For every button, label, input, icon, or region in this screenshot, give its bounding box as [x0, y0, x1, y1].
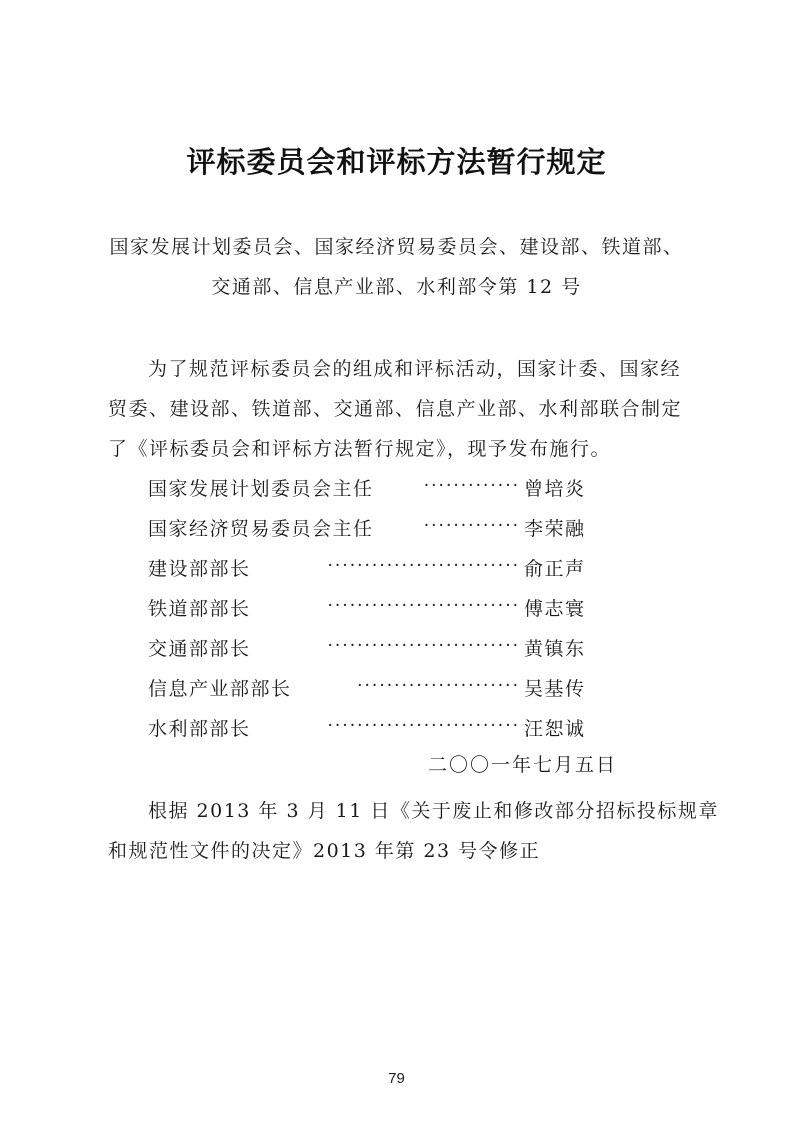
signatory-row: [148, 554, 608, 580]
leader-dots: ··························: [327, 596, 520, 616]
signatory-row: [148, 714, 608, 740]
issuer-line-2: 交通部、信息产业部、水利部令第 12 号: [211, 276, 582, 298]
signatory-name: 曾培炎: [524, 478, 586, 500]
signatory-row: [148, 514, 608, 540]
signatory-position: 国家经济贸易委员会主任: [148, 518, 374, 540]
intro-line-1: 为了规范评标委员会的组成和评标活动，国家计委、国家经: [148, 358, 682, 380]
signatory-position: 交通部部长: [148, 638, 251, 660]
signatory-row: [148, 634, 608, 660]
issuer-line-1: 国家发展计划委员会、国家经济贸易委员会、建设部、铁道部、: [109, 236, 684, 258]
amendment-line-1: 根据 2013 年 3 月 11 日《关于废止和修改部分招标投标规章: [148, 800, 719, 822]
signatory-row: [148, 474, 608, 500]
leader-dots: ··························: [327, 556, 520, 576]
document-title: 评标委员会和评标方法暂行规定: [186, 145, 607, 179]
signatory-name: 汪恕诚: [524, 718, 586, 740]
signatory-position: 铁道部部长: [148, 598, 251, 620]
page-number: 79: [388, 1070, 405, 1087]
signatory-row: [148, 594, 608, 620]
issue-date: 二〇〇一年七月五日: [428, 754, 618, 776]
leader-dots: ·············: [423, 516, 520, 536]
signatory-position: 水利部部长: [148, 718, 251, 740]
leader-dots: ··························: [327, 636, 520, 656]
leader-dots: ··························: [327, 716, 520, 736]
leader-dots: ······················: [357, 676, 520, 696]
signatory-position: 国家发展计划委员会主任: [148, 478, 374, 500]
signatory-name: 吴基传: [524, 678, 586, 700]
signatory-name: 黄镇东: [524, 638, 586, 660]
amendment-line-2: 和规范性文件的决定》2013 年第 23 号令修正: [108, 840, 541, 862]
intro-line-2: 贸委、建设部、铁道部、交通部、信息产业部、水利部联合制定: [108, 398, 683, 420]
signatory-position: 信息产业部部长: [148, 678, 292, 700]
intro-line-3: 了《评标委员会和评标方法暂行规定》，现予发布施行。: [108, 438, 612, 460]
leader-dots: ·············: [423, 476, 520, 496]
signatory-row: [148, 674, 608, 700]
signatory-name: 俞正声: [524, 558, 586, 580]
signatory-position: 建设部部长: [148, 558, 251, 580]
signatory-name: 傅志寰: [524, 598, 586, 620]
signatory-name: 李荣融: [524, 518, 586, 540]
